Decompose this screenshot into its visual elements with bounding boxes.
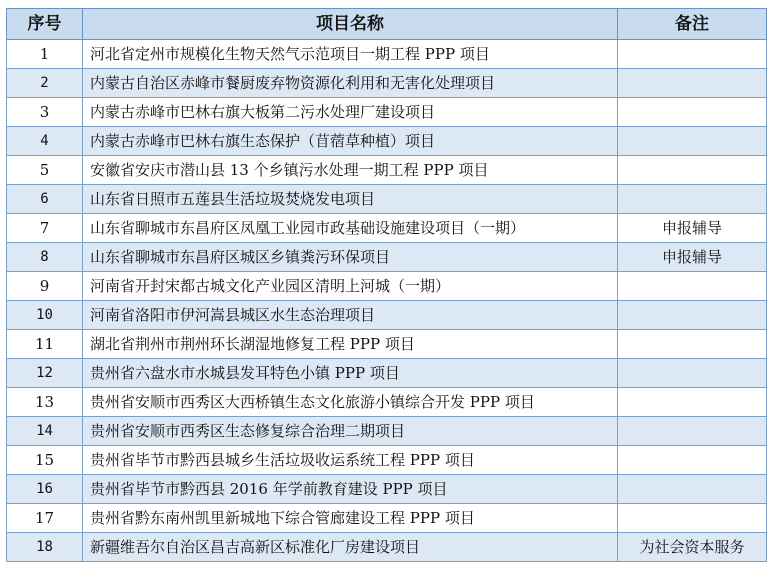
header-no: 序号 bbox=[7, 9, 83, 40]
remark bbox=[618, 446, 767, 475]
table-row bbox=[7, 185, 767, 214]
project-name: 贵州省六盘水市水城县发耳特色小镇 PPP 项目 bbox=[83, 359, 618, 388]
remark bbox=[618, 272, 767, 301]
row-number: 2 bbox=[7, 69, 83, 98]
project-name: 贵州省安顺市西秀区大西桥镇生态文化旅游小镇综合开发 PPP 项目 bbox=[83, 388, 618, 417]
project-table bbox=[6, 8, 767, 562]
project-name: 新疆维吾尔自治区昌吉高新区标准化厂房建设项目 bbox=[83, 533, 618, 562]
table-row bbox=[7, 98, 767, 127]
header-remarks: 备注 bbox=[618, 9, 767, 40]
row-number: 11 bbox=[7, 330, 83, 359]
table-row bbox=[7, 272, 767, 301]
project-name: 贵州省毕节市黔西县 2016 年学前教育建设 PPP 项目 bbox=[83, 475, 618, 504]
row-number: 12 bbox=[7, 359, 83, 388]
remark bbox=[618, 475, 767, 504]
project-name: 湖北省荆州市荆州环长湖湿地修复工程 PPP 项目 bbox=[83, 330, 618, 359]
project-name: 河南省洛阳市伊河嵩县城区水生态治理项目 bbox=[83, 301, 618, 330]
remark bbox=[618, 330, 767, 359]
project-name: 贵州省黔东南州凯里新城地下综合管廊建设工程 PPP 项目 bbox=[83, 504, 618, 533]
remark bbox=[618, 417, 767, 446]
project-name: 贵州省毕节市黔西县城乡生活垃圾收运系统工程 PPP 项目 bbox=[83, 446, 618, 475]
row-number: 17 bbox=[7, 504, 83, 533]
row-number: 7 bbox=[7, 214, 83, 243]
remark bbox=[618, 504, 767, 533]
table-row bbox=[7, 214, 767, 243]
table-row bbox=[7, 127, 767, 156]
project-name: 山东省日照市五莲县生活垃圾焚烧发电项目 bbox=[83, 185, 618, 214]
table-header-row bbox=[7, 9, 767, 40]
project-name: 贵州省安顺市西秀区生态修复综合治理二期项目 bbox=[83, 417, 618, 446]
table-row bbox=[7, 388, 767, 417]
project-name: 安徽省安庆市潜山县 13 个乡镇污水处理一期工程 PPP 项目 bbox=[83, 156, 618, 185]
remark: 申报辅导 bbox=[618, 243, 767, 272]
row-number: 3 bbox=[7, 98, 83, 127]
row-number: 13 bbox=[7, 388, 83, 417]
remark bbox=[618, 301, 767, 330]
row-number: 9 bbox=[7, 272, 83, 301]
row-number: 14 bbox=[7, 417, 83, 446]
project-name: 内蒙古赤峰市巴林右旗大板第二污水处理厂建设项目 bbox=[83, 98, 618, 127]
remark bbox=[618, 388, 767, 417]
project-name: 河南省开封宋都古城文化产业园区清明上河城（一期） bbox=[83, 272, 618, 301]
row-number: 8 bbox=[7, 243, 83, 272]
table-row bbox=[7, 156, 767, 185]
remark bbox=[618, 69, 767, 98]
remark bbox=[618, 127, 767, 156]
table-row bbox=[7, 533, 767, 562]
row-number: 10 bbox=[7, 301, 83, 330]
header-project-name: 项目名称 bbox=[83, 9, 618, 40]
row-number: 4 bbox=[7, 127, 83, 156]
project-name: 河北省定州市规模化生物天然气示范项目一期工程 PPP 项目 bbox=[83, 40, 618, 69]
remark bbox=[618, 185, 767, 214]
table-row bbox=[7, 417, 767, 446]
project-name: 内蒙古赤峰市巴林右旗生态保护（苜蓿草种植）项目 bbox=[83, 127, 618, 156]
remark bbox=[618, 98, 767, 127]
row-number: 5 bbox=[7, 156, 83, 185]
row-number: 18 bbox=[7, 533, 83, 562]
table-row bbox=[7, 504, 767, 533]
remark bbox=[618, 40, 767, 69]
project-name: 山东省聊城市东昌府区城区乡镇粪污环保项目 bbox=[83, 243, 618, 272]
row-number: 15 bbox=[7, 446, 83, 475]
table-row bbox=[7, 475, 767, 504]
table-row bbox=[7, 40, 767, 69]
table-row bbox=[7, 301, 767, 330]
remark: 申报辅导 bbox=[618, 214, 767, 243]
table-row bbox=[7, 243, 767, 272]
table-row bbox=[7, 446, 767, 475]
row-number: 1 bbox=[7, 40, 83, 69]
table-row bbox=[7, 69, 767, 98]
row-number: 16 bbox=[7, 475, 83, 504]
remark bbox=[618, 156, 767, 185]
project-name: 内蒙古自治区赤峰市餐厨废弃物资源化利用和无害化处理项目 bbox=[83, 69, 618, 98]
table-row bbox=[7, 359, 767, 388]
row-number: 6 bbox=[7, 185, 83, 214]
table-row bbox=[7, 330, 767, 359]
remark bbox=[618, 359, 767, 388]
project-name: 山东省聊城市东昌府区凤凰工业园市政基础设施建设项目（一期） bbox=[83, 214, 618, 243]
remark: 为社会资本服务 bbox=[618, 533, 767, 562]
